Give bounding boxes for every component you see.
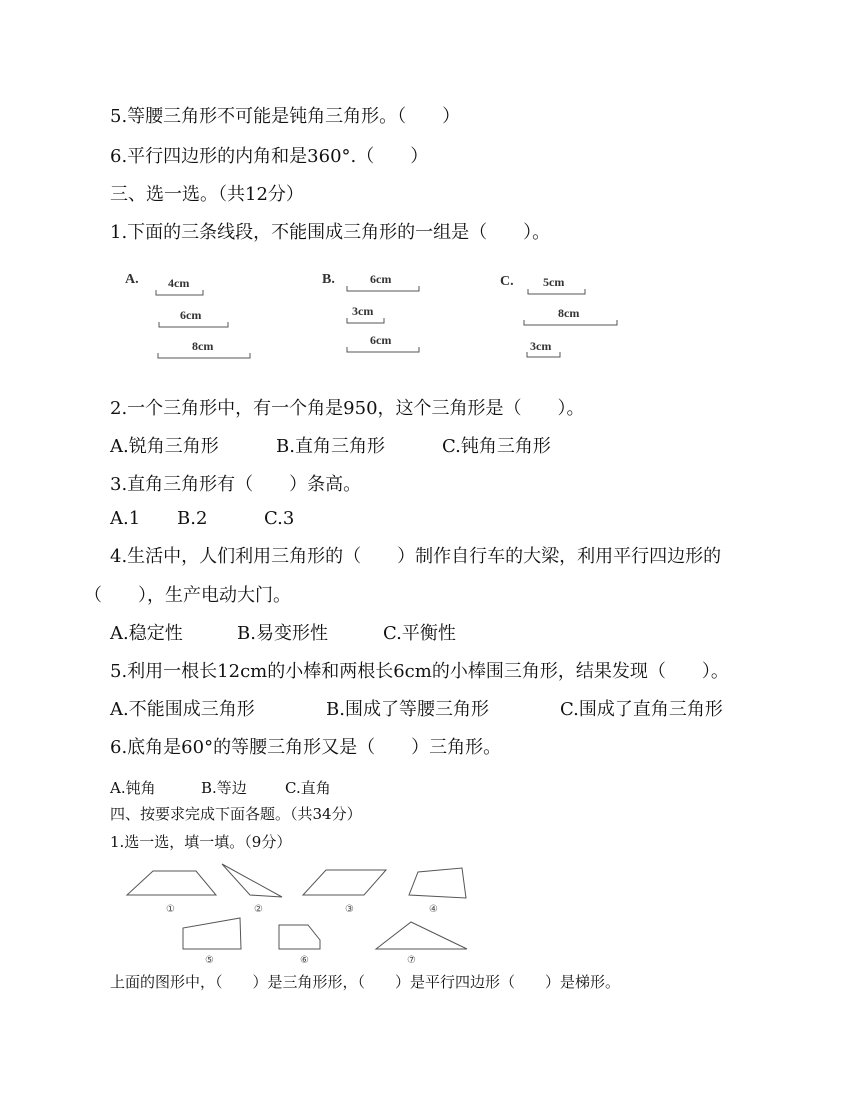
segment-label: 4cm — [168, 276, 190, 290]
segment-label: 6cm — [180, 308, 202, 322]
shape-label-3: ③ — [345, 904, 354, 915]
option-c: C.钝角三角形 — [442, 436, 551, 457]
option-c: C.3 — [264, 508, 295, 529]
shape-parallelogram — [303, 870, 386, 895]
option-c: C.直角 — [285, 779, 331, 797]
s3-question-2: 2.一个三角形中，有一个角是950，这个三角形是（ ）。 — [110, 398, 585, 419]
option-b: B.易变形性 — [237, 623, 328, 644]
section-4-title: 四、按要求完成下面各题。（共34分） — [110, 805, 362, 823]
section-3-title: 三、选一选。（共12分） — [110, 184, 304, 205]
option-a: A.1 — [110, 508, 141, 529]
shape-label-6: ⑥ — [300, 955, 309, 966]
option-c: C.围成了直角三角形 — [560, 699, 723, 720]
shape-label-1: ① — [166, 904, 175, 915]
segment-label: 8cm — [192, 339, 214, 353]
option-b: B.2 — [177, 508, 208, 529]
option-a-letter: A. — [125, 272, 139, 287]
s4-question-1: 1.选一选，填一填。（9分） — [110, 833, 292, 851]
shape-label-4: ④ — [429, 904, 438, 915]
segment-label: 3cm — [530, 339, 552, 353]
option-b: B.直角三角形 — [276, 436, 385, 457]
shape-obtuse-triangle — [376, 922, 467, 949]
option-b-letter: B. — [322, 272, 335, 287]
judge-question-6: 6.平行四边形的内角和是360°.（ ） — [110, 146, 429, 167]
segment-label: 6cm — [370, 272, 392, 286]
option-c: C.平衡性 — [383, 623, 456, 644]
segment-label: 3cm — [352, 304, 374, 318]
shape-trapezoid — [127, 871, 216, 895]
shape-label-2: ② — [254, 904, 263, 915]
option-a: A.锐角三角形 — [110, 436, 219, 457]
s4-q1-fill-text: 上面的图形中，（ ）是三角形形，（ ）是平行四边形（ ）是梯形。 — [110, 973, 621, 991]
segment-label: 6cm — [370, 333, 392, 347]
judge-question-5: 5.等腰三角形不可能是钝角三角形。（ ） — [110, 106, 461, 127]
segment-label: 8cm — [558, 306, 580, 320]
option-c-letter: C. — [500, 274, 514, 289]
option-b: B.围成了等腰三角形 — [326, 699, 489, 720]
segment-label: 5cm — [543, 275, 565, 289]
shape-right-trapezoid — [183, 918, 241, 949]
s3-question-1: 1.下面的三条线段，不能围成三角形的一组是（ ）。 — [110, 222, 551, 243]
s3-question-5: 5.利用一根长12cm的小棒和两根长6cm的小棒围三角形，结果发现（ ）。 — [110, 661, 729, 682]
shape-triangle — [222, 864, 282, 897]
s3-question-6: 6.底角是60°的等腰三角形又是（ ）三角形。 — [110, 737, 502, 758]
option-a: A.钝角 — [110, 779, 156, 797]
s3-question-4-line2: （ ），生产电动大门。 — [84, 585, 291, 606]
shape-quadrilateral — [409, 868, 466, 898]
option-a: A.稳定性 — [110, 623, 183, 644]
option-b: B.等边 — [201, 779, 247, 797]
s3-question-3: 3.直角三角形有（ ）条高。 — [110, 474, 362, 495]
shape-label-5: ⑤ — [205, 955, 214, 966]
s3-question-4-line1: 4.生活中，人们利用三角形的（ ）制作自行车的大梁，利用平行四边形的 — [110, 546, 722, 567]
shape-label-7: ⑦ — [407, 955, 416, 966]
shape-pentagon — [279, 925, 320, 949]
option-a: A.不能围成三角形 — [110, 699, 255, 720]
